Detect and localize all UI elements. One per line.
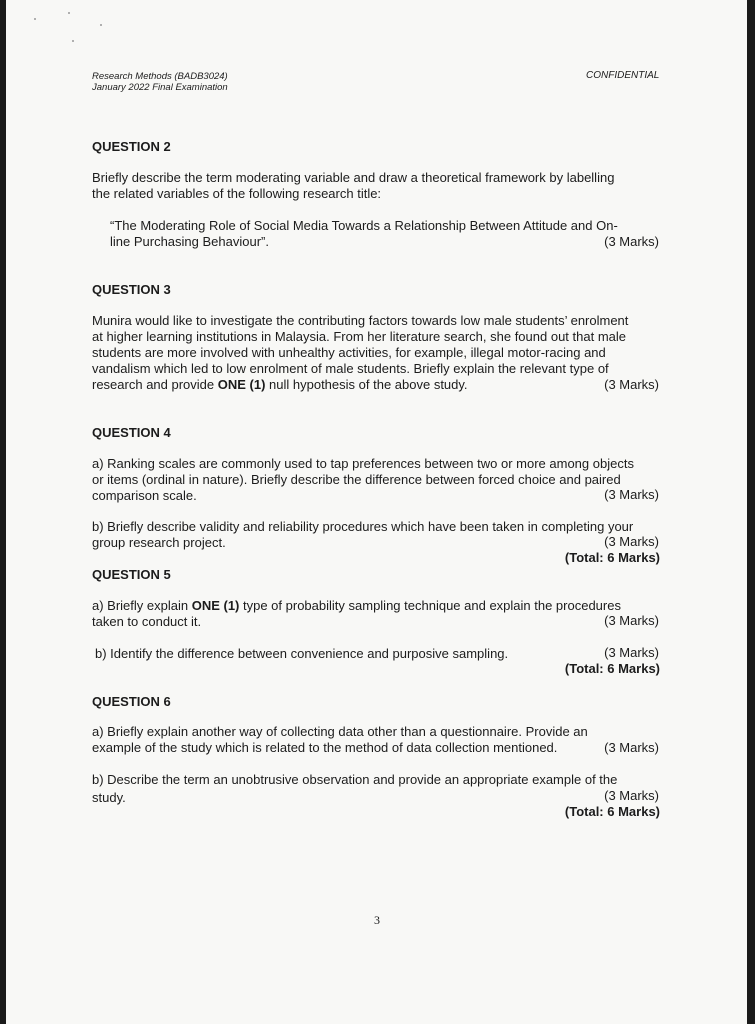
question-6b-line: study. — [92, 790, 126, 805]
question-5a-line — [92, 598, 621, 614]
question-4a-line: a) Ranking scales are commonly used to tap preferences between two or more among objects — [92, 456, 634, 471]
question-4-heading: QUESTION 4 — [92, 425, 171, 440]
emphasis-text: ONE (1) — [217, 377, 266, 392]
question-6b-marks: (3 Marks) — [604, 788, 659, 803]
course-title: Research Methods (BADB3024) — [92, 71, 228, 82]
text-run: type of probability sampling technique and explain the procedures — [239, 598, 621, 613]
confidential-label: CONFIDENTIAL — [586, 70, 660, 81]
question-5a-line: taken to conduct it. — [92, 614, 202, 629]
paper-speck — [100, 24, 102, 26]
question-2-heading: QUESTION 2 — [92, 139, 171, 154]
question-3-line: vandalism which led to low enrolment of male students. Briefly explain the relevant type of — [92, 361, 609, 376]
paper-speck — [68, 12, 70, 14]
question-6b-line: b) Describe the term an unobtrusive observation and provide an appropriate example of the — [92, 772, 618, 787]
text-run: research and provide — [92, 377, 218, 392]
question-6a-line: example of the study which is related to the method of data collection mentioned. — [92, 740, 558, 755]
question-4-total: (Total: 6 Marks) — [564, 550, 660, 565]
question-4a-marks: (3 Marks) — [604, 487, 659, 502]
question-3-marks: (3 Marks) — [604, 377, 659, 392]
question-2-title-quote: line Purchasing Behaviour”. — [110, 234, 269, 249]
paper-speck — [34, 18, 36, 20]
question-3-line — [92, 377, 468, 393]
question-3-line: students are more involved with unhealthy activities, for example, illegal motor-racing and — [92, 345, 606, 360]
question-6-total: (Total: 6 Marks) — [564, 804, 660, 819]
exam-page — [6, 0, 747, 1024]
emphasis-text: ONE (1) — [191, 598, 240, 613]
question-6a-line: a) Briefly explain another way of collecting data other than a questionnaire. Provide an — [92, 724, 588, 739]
question-3-line: Munira would like to investigate the contributing factors towards low male students’ enrolment — [92, 313, 629, 328]
question-5-total: (Total: 6 Marks) — [564, 661, 660, 676]
question-4b-line: group research project. — [92, 535, 226, 550]
question-4a-line: comparison scale. — [92, 488, 197, 503]
paper-speck — [72, 40, 74, 42]
text-run: a) Briefly explain — [92, 598, 192, 613]
question-3-heading: QUESTION 3 — [92, 282, 171, 297]
question-2-line: Briefly describe the term moderating variable and draw a theoretical framework by labelling — [92, 170, 615, 185]
question-4a-line: or items (ordinal in nature). Briefly describe the difference between forced choice and paired — [92, 472, 621, 487]
question-5b-marks: (3 Marks) — [604, 645, 659, 660]
question-2-title-quote: “The Moderating Role of Social Media Towards a Relationship Between Attitude and On- — [110, 218, 618, 233]
question-2-marks: (3 Marks) — [604, 234, 659, 249]
question-6-heading: QUESTION 6 — [92, 694, 171, 709]
question-4b-line: b) Briefly describe validity and reliability procedures which have been taken in completing your — [92, 519, 634, 534]
question-4b-marks: (3 Marks) — [604, 534, 659, 549]
question-6a-marks: (3 Marks) — [604, 740, 659, 755]
question-3-line: at higher learning institutions in Malaysia. From her literature search, she found out that male — [92, 329, 626, 344]
question-5b-line: b) Identify the difference between convenience and purposive sampling. — [95, 646, 509, 661]
text-run: null hypothesis of the above study. — [265, 377, 468, 392]
question-5-heading: QUESTION 5 — [92, 567, 171, 582]
question-5a-marks: (3 Marks) — [604, 613, 659, 628]
question-2-line: the related variables of the following research title: — [92, 186, 382, 201]
exam-title: January 2022 Final Examination — [92, 82, 228, 93]
page-number: 3 — [374, 913, 380, 927]
